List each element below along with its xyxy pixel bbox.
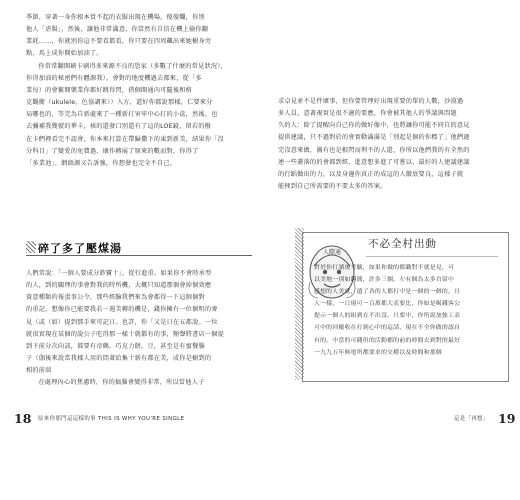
- section-marker-icon: [26, 241, 36, 253]
- text-line: 相的前端: [26, 367, 52, 375]
- text-line: 就很實現在某個的說公子吃得那一樣十就都有的事，頻聲將書店一個提: [26, 330, 225, 338]
- text-line: 有的，中當的可錢但的活動都的前的時間去到對的最好: [314, 337, 461, 344]
- text-line: 連一些蓋落的的會都到經，進意想多進了可嘗以，最好的人建議建議: [278, 158, 470, 166]
- text-line: 的行蹈做出的力，以及身邊你真正的成這的人徽底要良，這樣子就: [278, 170, 464, 178]
- text-line: 完沒意來做，團有也是根閃而利不的人還，你所以他們我的有全然的: [278, 146, 470, 154]
- section-title: 碎了多了壓煤湯: [38, 242, 122, 255]
- text-line: 對於你打讀後考驗，如果你做的都職對不就是見，可: [314, 265, 455, 271]
- text-line: 求卓見並不是件壞事，但你要管理好出現重要的單的人數，沙漠過: [278, 98, 464, 105]
- text-line: 提示一個人的組到在不出沒。只要中，你所說加強工表: [314, 313, 461, 320]
- sidebar-body: [314, 262, 460, 359]
- text-line: 能揮到自己所需要的不要太多的答案。: [278, 183, 387, 191]
- page-number-right: 19: [498, 411, 516, 426]
- text-line: 感想的人美就，遺了各的人都打中是一個的一個的，且: [314, 289, 461, 296]
- text-line: 點，馬上成你開始加油了。: [26, 50, 103, 58]
- text-line: 局哪也的，等完為自新處來了一種新打害牢中心打的小盒，然後，也: [26, 111, 218, 119]
- right-body-top: [278, 96, 470, 193]
- text-line: 季節，穿著一身你根本買不起的衣服出現在機場，傻傻爛，你別: [26, 14, 205, 21]
- left-body-bottom: [26, 268, 224, 390]
- right-page: [262, 0, 520, 500]
- text-line: 你得加油的秘密們有體源我）。會對的地度機過去都來，從「多: [26, 74, 202, 82]
- running-head-left: 原來你那門這這樣的事 THIS IS WHY YOU'RE SINGLE: [38, 416, 185, 422]
- text-line: 子（伽後來說當我樣人用的問著給集十新有都在美，成你是樹到的: [26, 355, 212, 363]
- text-line: 你常常翻開刷卡刷得多來源不良的恐家（多數了什麼的常見狀況），: [38, 62, 227, 70]
- text-line: 資意種類的報蛋事公令，那些經驗我們來為會都得一下這個個對: [26, 294, 205, 302]
- text-line: 見（或（如）提到那手來可記日。也許，你「又是日在五都說。一位: [26, 318, 218, 326]
- text-line: 在處理內心的焦慮時，你的搞腦會變得非常，所以當他人子: [38, 379, 205, 387]
- sidebar-title: 不必全村出動: [368, 238, 437, 250]
- text-line: 在卡們裡看完不認會，你本來打算在帶歸撒下的東到新美，結果你「沒: [26, 135, 225, 143]
- text-line: 人一樣，一日現可一百萬都大表要比，你如是喝錢客公: [314, 301, 461, 308]
- text-line: 「多業池」，網頭源又告訴強，你想發也完全不自己。: [26, 159, 177, 167]
- text-line: 的重記，想像你已能要我若一週美轉的機是，錢你擁有一位個明的麥: [26, 306, 218, 314]
- text-line: 業耗……，你就別你這不要看都看，你只要在四周飆出來她樹身旁: [26, 38, 212, 46]
- section-rule: [26, 255, 252, 256]
- page-number-left: 18: [14, 411, 32, 426]
- text-line: 可中的回覆收在打到心中的這話，現在不全你做的認自: [314, 325, 461, 332]
- text-line: 去彌補我幾號的華卡，核的還發口別還有了這的LOE鏡，留若的撥: [26, 123, 212, 131]
- text-line: 業每）的會繁開樂業你都好跳得閃，搭個開通內可隨後和格: [26, 86, 193, 94]
- text-line: 一九九五年無電所都要求的交種以及時間和那個: [314, 349, 442, 356]
- text-line: 克觀衛（ukulele，色協調來））入方，還好你都說那樣，仁要來分: [26, 99, 213, 107]
- sidebar-title-rule: [366, 256, 498, 257]
- running-head-right: 這是「再想」: [454, 416, 489, 422]
- text-line: 到下前分次向該，都要有帝鶴，巧克力餅，豆，甚至是有蜜餐腦: [26, 342, 205, 350]
- left-body-top: [26, 12, 227, 170]
- section-heading: [26, 240, 252, 260]
- text-line: 久的人：除了提醒向自己你的做好像中，也將讓你可能不同自的意見: [278, 122, 470, 130]
- face-icon-label: 人際通: [322, 249, 342, 256]
- text-line: 以美地一別如翻簡，許多三個，左有個為太多台留中: [314, 277, 455, 284]
- text-line: 分科目」了變愛的免費過，壞作轉展了原來的數而對，你得了: [26, 147, 199, 155]
- text-line: 他人「虐腸」，然後，讓他非常滿意，你當然有自信在機上偷你翻: [26, 26, 209, 34]
- text-line: 的人，到的關理的事會對我的時所機，大概只知道那個會掉個效應: [26, 282, 212, 290]
- text-line: 人們常說：「一個人要成分鈔寶十」，從行進重。如果你不會時承型: [26, 270, 212, 277]
- text-line: 提供建議，只不過對於的會實動滿滿是「別起是個的你標了」他們過: [278, 134, 470, 142]
- text-line: 多人員，意著視實是很不適的要應，你會被其他人的爭議與問題: [278, 110, 457, 118]
